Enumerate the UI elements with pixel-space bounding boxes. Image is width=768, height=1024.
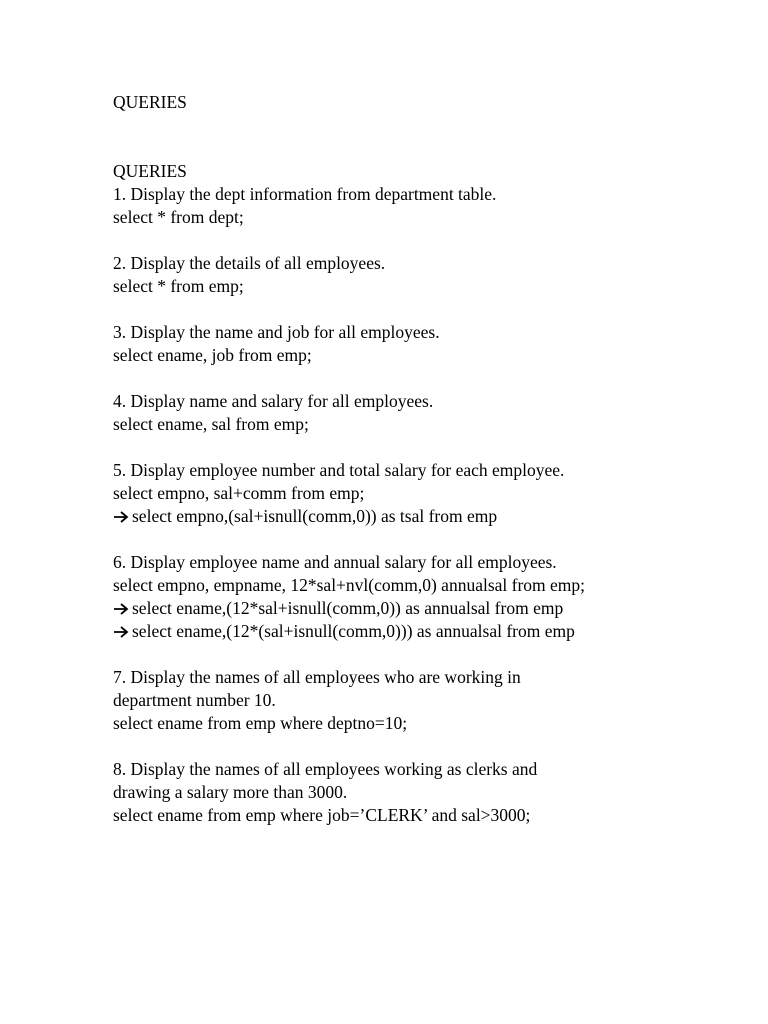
paragraph-gap — [113, 229, 753, 252]
query-question: 5. Display employee number and total salary for each employee. — [113, 460, 565, 480]
query-answer — [113, 206, 753, 229]
paragraph-gap — [113, 367, 753, 390]
query-answer — [113, 712, 753, 735]
document-body — [113, 160, 753, 827]
answer-sql: select ename from emp where job=’CLERK’ and sal>3000; — [113, 805, 531, 825]
query-answer — [113, 275, 753, 298]
right-arrow-icon — [113, 620, 132, 643]
section-heading: QUERIES — [113, 161, 187, 181]
query-question: 2. Display the details of all employees. — [113, 253, 386, 273]
paragraph-gap — [113, 528, 753, 551]
query-question: 1. Display the dept information from department table. — [113, 184, 497, 204]
query-answer-alt — [113, 505, 753, 528]
query-question: 6. Display employee name and annual salary for all employees. — [113, 552, 557, 572]
query-question: 8. Display the names of all employees working as clerks and — [113, 759, 538, 779]
query-question: 4. Display name and salary for all employees. — [113, 391, 434, 411]
paragraph-gap — [113, 643, 753, 666]
answer-sql: select ename, job from emp; — [113, 345, 312, 365]
query-answer — [113, 482, 753, 505]
query-question: 3. Display the name and job for all employees. — [113, 322, 440, 342]
answer-sql: select empno, sal+comm from emp; — [113, 483, 365, 503]
query-answer — [113, 574, 753, 597]
answer-sql: select ename, sal from emp; — [113, 414, 309, 434]
query-answer-alt — [113, 620, 753, 643]
answer-sql: select ename,(12*(sal+isnull(comm,0))) as annualsal from emp — [132, 621, 575, 641]
query-question: 7. Display the names of all employees who are working in — [113, 667, 521, 687]
paragraph-gap — [113, 436, 753, 459]
answer-sql: select empno,(sal+isnull(comm,0)) as tsal from emp — [132, 506, 498, 526]
query-answer — [113, 344, 753, 367]
query-question-continued: drawing a salary more than 3000. — [113, 782, 348, 802]
paragraph-gap — [113, 735, 753, 758]
answer-sql: select ename,(12*sal+isnull(comm,0)) as annualsal from emp — [132, 598, 564, 618]
right-arrow-icon — [113, 597, 132, 620]
answer-sql: select ename from emp where deptno=10; — [113, 713, 408, 733]
query-answer — [113, 804, 753, 827]
query-question-continued: department number 10. — [113, 690, 276, 710]
answer-sql: select * from dept; — [113, 207, 244, 227]
query-answer-alt — [113, 597, 753, 620]
answer-sql: select * from emp; — [113, 276, 244, 296]
paragraph-gap — [113, 298, 753, 321]
answer-sql: select empno, empname, 12*sal+nvl(comm,0) annualsal from emp; — [113, 575, 586, 595]
right-arrow-icon — [113, 505, 132, 528]
document-title: QUERIES — [113, 92, 187, 112]
query-answer — [113, 413, 753, 436]
